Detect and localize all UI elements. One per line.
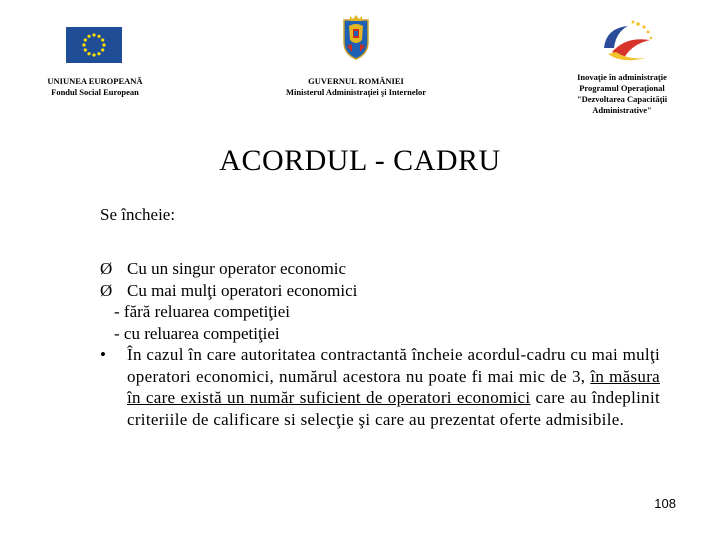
program-logo-icon xyxy=(598,18,658,68)
list-item-text-part1: În cazul în care autoritatea contractantă încheie acordul-cadru cu mai mulţi operatori economici, numărul acestora nu poate fi mai mic de 3, xyxy=(127,345,660,386)
page-title: ACORDUL - CADRU xyxy=(219,144,501,177)
arrow-bullet-icon: Ø xyxy=(100,280,113,300)
intro-text: Se încheie: xyxy=(100,205,176,224)
government-caption xyxy=(256,76,456,98)
government-caption-line1: GUVERNUL ROMÂNIEI xyxy=(308,76,404,86)
eu-caption-line2: Fondul Social European xyxy=(51,87,139,97)
program-caption-line3: "Dezvoltarea Capacităţii xyxy=(576,94,668,104)
sub-item: - fără reluarea competiţiei xyxy=(114,302,291,321)
list-item xyxy=(100,258,660,280)
government-caption-line2: Ministerul Administraţiei şi Internelor xyxy=(285,87,426,97)
bullet-icon: • xyxy=(100,345,107,364)
program-caption-line2: Programul Operaţional xyxy=(579,83,665,93)
program-caption-line4: Administrative" xyxy=(592,105,652,115)
sub-item: - cu reluarea competiţiei xyxy=(114,323,280,343)
eu-flag-icon xyxy=(66,27,122,63)
list-item-text-part2: care au îndeplinit criteriile de calificare si selecţie şi care au prezentat oferte admisibile. xyxy=(127,388,660,429)
list-item-text: Cu un singur operator economic xyxy=(127,259,347,278)
program-caption xyxy=(552,72,692,116)
program-caption-line1: Inovaţie în administraţie xyxy=(577,72,667,82)
romania-coat-of-arms-icon xyxy=(340,14,372,60)
content-list xyxy=(100,258,660,430)
arrow-bullet-icon: Ø xyxy=(100,259,113,278)
eu-caption-line1: UNIUNEA EUROPEANĂ xyxy=(47,76,143,86)
page-number: 108 xyxy=(654,496,676,511)
eu-caption xyxy=(28,76,162,98)
list-item xyxy=(100,344,660,430)
list-item-text: Cu mai mulţi operatori economici xyxy=(127,280,358,300)
list-item-text-underlined: în măsura în care există un număr suficient de operatori economici xyxy=(127,366,660,407)
list-item xyxy=(100,280,660,302)
